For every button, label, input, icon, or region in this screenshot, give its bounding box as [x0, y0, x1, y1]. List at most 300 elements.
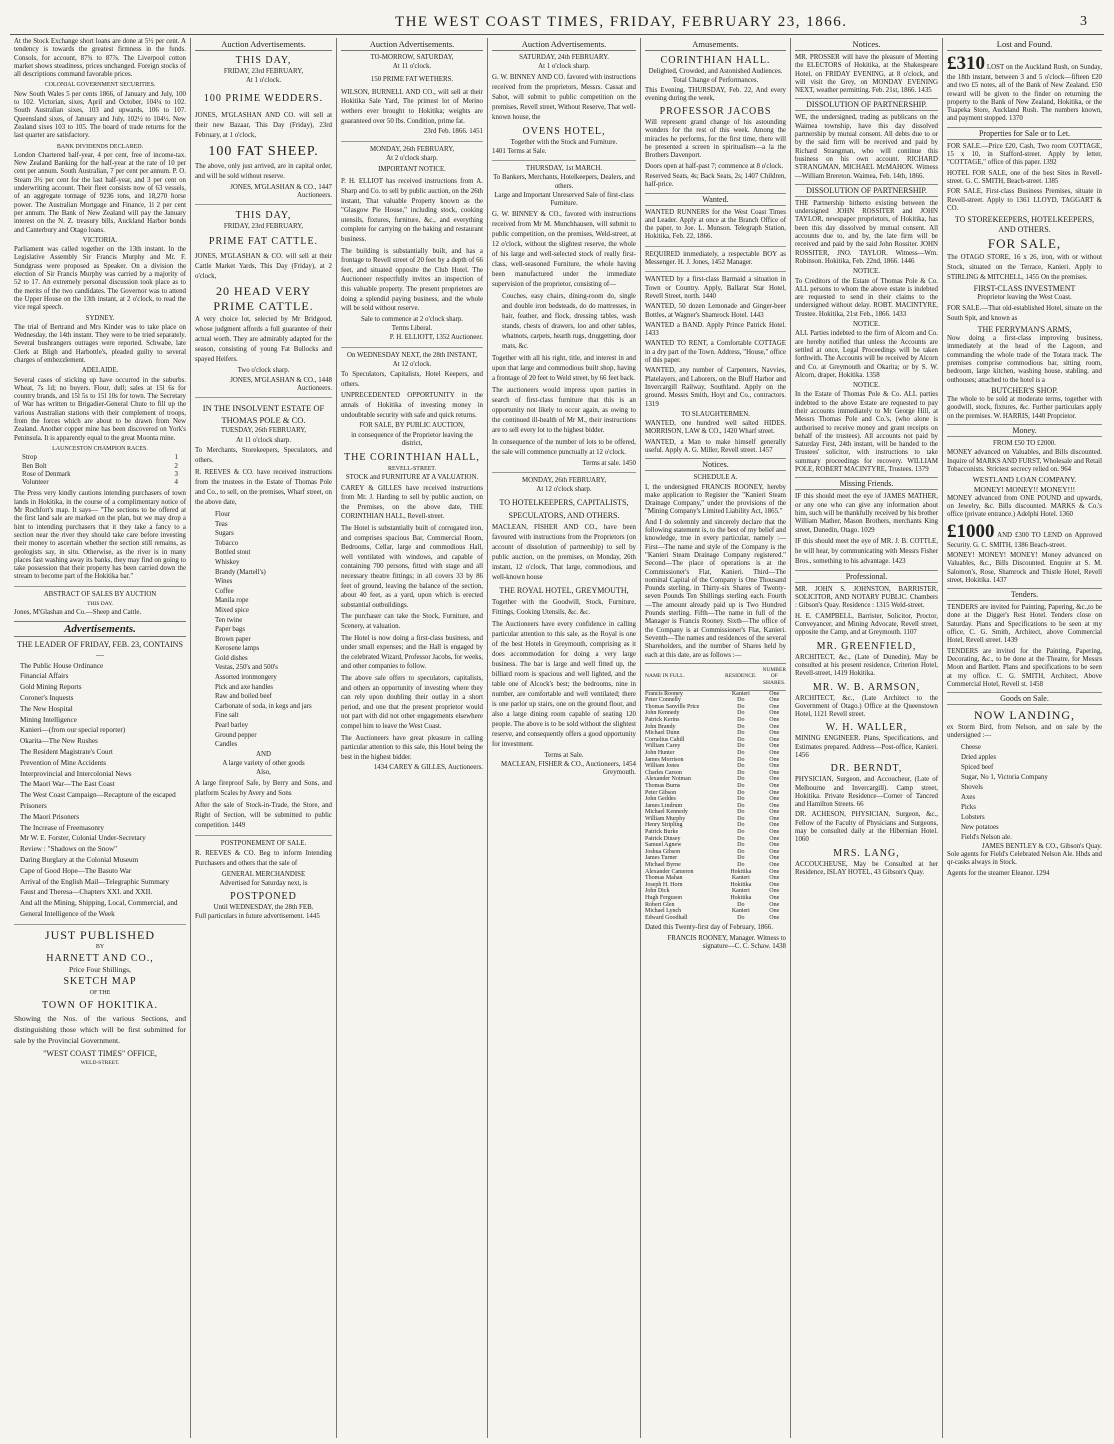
name-cell: Thomas Mahan	[645, 875, 683, 882]
goods-ad: ex Storm Bird, from Nelson, and on sale by the undersigned :—	[947, 724, 1102, 740]
subheading: COLONIAL GOVERNMENT SECURITIES.	[44, 82, 156, 89]
name-cell: Charles Carson	[645, 769, 682, 776]
name-cell: William Murphy	[645, 815, 686, 822]
table-header: RESIDENCE.	[719, 663, 762, 690]
advert-text: Full particulars in future advertisement. 1445	[195, 912, 320, 920]
table-row	[645, 882, 786, 889]
advert-text: To Merchants, Storekeepers, Speculators, and others.	[195, 446, 332, 464]
residence-cell: Do	[737, 829, 745, 836]
tender-ad: TENDERS are invited for Painting, Papering, &c.,to be done at the Digger's Rest Hotel. Tenders close on Saturday. Plans and Specifications to be seen at my office, C. G. Smith, Architect, above Commercial Hotel, Revell street. 1439	[947, 604, 1102, 645]
advert-text: JONES, M'GLASHAN AND CO. will sell at their new Bazaar, This Day (Friday), 23rd February, at 1 o'clock,	[195, 111, 332, 139]
money-heading: MONEY! MONEY!! MONEY!!!	[973, 484, 1076, 494]
notice-text: ALL Parties indebted to the firm of Alcorn and Co. are hereby notified that unless the Accounts are settled at once, Legal Proceedings will be taken forthwith. The Accounts will be received by Alcorn and Co. at Greymouth and Okarita; or by S. W. Alcorn, draper, Hokitika. 1358	[795, 330, 938, 379]
advert-signature: 1401 Terms at Sale.	[492, 147, 547, 155]
property-ad: HOTEL FOR SALE, one of the best Sites in Revell-street. G. C. SMITH, Beach-street. 1385	[947, 169, 1102, 185]
news-paragraph: New South Wales 5 per cents 1866, of January and July, 100 to 102. Victorian, sixes, April and October, 104¼ to 102. South Australian sixes, 103 and upwards, 106 to 107. Queensland sixes, of January and July, 102½ to 104½. New Zealand sixes 103 to 105. The board of trade returns for the last quarter are satisfactory.	[14, 90, 186, 140]
residence-cell: Do	[737, 809, 745, 816]
advert-text: GENERAL MERCHANDISE	[221, 871, 306, 878]
table-row	[645, 776, 786, 783]
list-item: Mining Intelligence	[20, 715, 77, 724]
advert-text: Reserved Seats, 4s; Back Seats, 2s; 1407 Children, half-price.	[645, 172, 786, 189]
advert-text: in consequence of the Proprietor leaving the district,	[351, 431, 473, 447]
residence-cell: Do	[737, 716, 745, 723]
sale-day: On WEDNESDAY NEXT, the 28th INSTANT,	[346, 351, 478, 359]
list-item: Brown paper	[215, 635, 251, 643]
list-item: Kanieri—(from our special reporter)	[20, 726, 126, 735]
notice-text: And I do solemnly and sincerely declare that the following statement is, to the best of my belief and knowledge, true in every particular, namely :— First—The name and style of the Company is the "Kanieri Steam Drainage Company registered." Second—The place of operations is at the Commissioner's Flat, Kanieri. Third—The nominal Capital of the Company is One Thousand Pounds sterling, in Thirty-six Shares of Twenty-seven Pounds Ten Shillings sterling each. Fourth—The amount already paid up is Two Hundred Pounds sterling. Fifth—The name in full of the Manager is Francis Rooney. Sixth—The office of the Company is at Commissioner's Flat, Kanieri. Seventh—The names and residences of the several Shareholders, and the number of Shares held by each at this date, are as follows :—	[645, 518, 786, 659]
sketch-description: Showing the Nos. of the various Sections, and distinguishing those which will be first submitted for sale by the Provincial Government.	[14, 1013, 186, 1045]
notice-text: MINING ENGINEER. Plans, Specifications, and Estimates prepared. Address—Post-office, Kanieri. 1456	[795, 735, 938, 759]
advert-signature: FRANCIS ROONEY, Manager. Witness to signature—C. C. Schaw. 1438	[667, 934, 786, 950]
wanted-ad: REQUIRED immediately, a respectable BOY as Messenger. H. J. Jones, 1452 Manager.	[645, 250, 786, 267]
residence-cell: Kanieri	[731, 888, 750, 895]
advert-text: Until WEDNESDAY, the 28th FEB.	[213, 903, 314, 911]
shares-cell: One	[769, 743, 780, 750]
name-cell: James Turner	[645, 855, 678, 862]
shares-cell: One	[769, 914, 780, 921]
wanted-ad: WANTED, 50 dozen Lemonade and Ginger-beer Bottles, at Wagner's Shamrock Hotel. 1443	[645, 303, 786, 319]
advert-text: The auctioneers would impress upon parties in search of first-class furniture that this is an opportunity not likely to occur again, as owing to the continued ill-health of Mr M., their instructions are to sell every lot to the highest bidder.	[492, 386, 636, 434]
table-row	[645, 763, 786, 770]
list-item: Coroner's Inquests	[20, 693, 74, 702]
notice-text: MR. JOHN S. JOHNSTON, BARRISTER, SOLICITOR, AND NOTARY PUBLIC. Chambers : Gibson's Quay. Residence : 1315 Weld-street.	[795, 585, 938, 610]
notice-text: I, the undersigned FRANCIS ROONEY, hereby make application to Register the "Kanieri Steam Drainage Company," under the provisions of the "Mining Company's Limited Liability Act, 1865."	[645, 483, 786, 516]
list-item: Spiced beef	[961, 763, 994, 771]
residence-cell: Do	[737, 769, 745, 776]
table-row	[645, 875, 786, 882]
table-row	[645, 757, 786, 764]
property-ad: Now doing a first-class improving business, immediately at the head of the Lagoon, and commanding the whole trade of the Totara track. The premises comprise commodious bar, sitting room, bedroom, large kitchen, washing house, stabling, and outhouses; attached to the hotel is a	[947, 335, 1102, 384]
news-paragraph: At the Stock Exchange short loans are done at 5½ per cent. A tendency is towards the greatest firmness in the funds. Consols, for account, 87¾ to 87⅞. The Liverpool cotton market shows steadiness, prices unchanged. Foreign stocks of all descriptions command favorable prices.	[14, 38, 186, 79]
sale-date: FRIDAY, 23rd FEBRUARY,	[223, 68, 304, 75]
name-cell: John Kennedy	[645, 710, 680, 717]
professional-name: W. H. WALLER,	[825, 722, 908, 734]
list-item: The Maori Prisoners	[20, 812, 80, 821]
property-ad: FOR SALE.—That old-established Hotel, situate on the South Spit, and known as	[947, 304, 1102, 322]
advert-text: R. REEVES & CO. Beg to inform Intending Purchasers and others that the sale of	[195, 850, 332, 867]
shares-cell: One	[769, 842, 780, 849]
hotel-title: OVENS HOTEL,	[522, 125, 606, 137]
notice-text: PHYSICIAN, Surgeon, and Accoucheur, (Late of Melbourne and Invercargill). Camp street, Hokitika. Private Residence—Corner of Tancred and Hamilton Streets. 66	[795, 776, 938, 809]
list-item: Ten twine	[215, 616, 243, 624]
subheading: LAUNCESTON CHAMPION RACES.	[52, 445, 148, 452]
race-row: Ben Bolt 2	[22, 462, 178, 470]
advert-signature: P. H. ELLIOTT, 1352 Auctioneer.	[389, 334, 483, 342]
residence-cell: Hokitika	[730, 881, 752, 888]
shares-cell: One	[769, 829, 780, 836]
sale-title: IMPORTANT NOTICE.	[378, 166, 446, 174]
list-item: Review : "Shadows on the Snow"	[20, 845, 118, 854]
notice-heading: NOTICE.	[853, 321, 880, 329]
sale-title: 150 PRIME FAT WETHERS.	[370, 75, 454, 83]
postponement-heading: POSTPONEMENT OF SALE.	[220, 839, 307, 847]
divider	[14, 586, 186, 587]
table-row	[645, 908, 786, 915]
list-item: Sugar, No 1, Victoria Company	[961, 773, 1048, 781]
advert-text: Large and Important Unreserved Sale of first-class Furniture.	[494, 192, 634, 208]
advert-text: Together with all his right, title, and interest in and upon that large and commodious built shop, having a frontage of 20 feet to Weld street, by 66 feet back.	[492, 354, 636, 382]
list-item: Financial Affairs	[20, 672, 69, 681]
list-item: Teas	[215, 520, 228, 528]
advert-signature: JAMES BENTLEY & CO., Gibson's Quay.	[982, 842, 1102, 850]
section-heading: Tenders.	[947, 588, 1102, 601]
shares-cell: One	[769, 835, 780, 842]
shares-cell: One	[769, 776, 780, 783]
hall-street: REVELL-STREET.	[387, 466, 437, 473]
list-item: Interprovincial and Intercolonial News	[20, 769, 132, 778]
advert-text: Also,	[256, 769, 271, 777]
advert-text: G. W. BINNEY & CO., favored with instructions received from Mr M. Munchhausen, will submit to public competition, on the premises, Weld-street, at 12 o'clock, without the slightest reserve, the whole of his large and well-selected stock of really first-class, well-seasoned Furniture, the whole having been manufactured under the immediate supervision of the proprietor, consisting of—	[492, 210, 636, 288]
advert-text: FOR SALE, BY PUBLIC AUCTION,	[359, 422, 465, 430]
money-ad: MONEY advanced on Valuables, and Bills discounted. Inquire of MARKS AND FURST, Wholesale and Retail Tobacconists. Strictest secrecy relied on. 964	[947, 449, 1102, 473]
race-row: Volunteer 4	[22, 479, 178, 487]
wanted-ad: WANTED a BAND. Apply Prince Patrick Hotel. 1433	[645, 321, 786, 338]
advert-text: Total Change of Performances.	[672, 77, 759, 85]
shares-cell: One	[769, 690, 780, 697]
shares-cell: One	[769, 710, 780, 717]
table-row	[645, 816, 786, 823]
list-item: Lobsters	[961, 813, 985, 821]
table-row	[645, 743, 786, 750]
professional-name: MRS. LANG,	[833, 847, 900, 859]
goods-ad: Sole agents for Field's Celebrated Nelson Ale. Hhds and qr-casks always in Stock.	[947, 851, 1102, 867]
shares-cell: One	[769, 802, 780, 809]
sale-time: At 12 o'clock sharp.	[536, 486, 592, 494]
advert-text: The above sale offers to speculators, capitalists, and others an opportunity of investing where they can rely upon doubling their outlay in a short period, and one that the present proprietor would not part with did not other engagements elsewhere compel him to leave the West Coast.	[341, 674, 483, 730]
name-cell: James Morrison	[645, 756, 684, 763]
shares-cell: One	[769, 862, 780, 869]
section-heading: DISSOLUTION OF PARTNERSHIP.	[795, 98, 938, 111]
list-item: Whiskey	[215, 558, 240, 566]
residence-cell: Do	[737, 802, 745, 809]
name-cell: John Hunter	[645, 749, 675, 756]
divider	[195, 835, 332, 836]
list-item: Kerosene lamps	[215, 645, 260, 653]
just-published: JUST PUBLISHED	[44, 927, 156, 942]
news-paragraph: The trial of Bertrand and Mrs Kinder was to take place on Wednesday, the 14th instant. They were to be tried separately. Several bushrangers outrages were reported. Schwabe, late Clerk at Bligh and Harbottle's, pleaded guilty to several charges of embezzlement.	[14, 323, 186, 364]
list-item: And all the Mining, Shipping, Local, Commercial, and General Intelligence of the Week	[20, 899, 178, 918]
list-item: Dried apples	[961, 753, 997, 761]
notice-text: IF this should meet the eye of JAMES MATHER, or any one who can give any information about him, such will be thankfully received by his brother William Mather, Mason Brothers, merchants King street, Dunedin, Otago. 1029	[795, 493, 938, 534]
money-heading: WESTLAND LOAN COMPANY.	[972, 475, 1077, 485]
list-item: Carbonate of soda, in kegs and jars	[215, 702, 312, 710]
residence-cell: Do	[737, 730, 745, 737]
list-item: Pearl barley	[215, 722, 249, 730]
name-cell: Patrick Kerins	[645, 716, 680, 723]
professional-name: MR. W. B. ARMSON,	[812, 681, 921, 693]
list-item: Prevention of Mine Accidents	[20, 758, 107, 767]
residence-cell: Do	[737, 697, 745, 704]
sale-title: 20 HEAD VERY PRIME CATTLE.	[213, 284, 314, 314]
money-heading: FROM £50 TO £2000.	[993, 440, 1056, 448]
name-cell: Joseph H. Horn	[645, 881, 683, 888]
list-item: Raw and boiled beef	[215, 693, 272, 701]
advert-signature: MACLEAN, FISHER & CO., Auctioneers, 1454 Greymouth.	[501, 760, 636, 777]
wanted-ad: WANTED TO RENT, a Comfortable COTTAGE in a dry part of the Town. Address, "House," office of this paper.	[645, 340, 786, 365]
list-item: Candles	[215, 741, 238, 749]
shares-cell: One	[769, 881, 780, 888]
advert-text: To Speculators, Capitalists, Hotel Keepers, and others.	[341, 371, 483, 388]
list-item: Mixed spice	[215, 606, 249, 614]
sale-day: MONDAY, 26th FEBRUARY,	[521, 476, 607, 484]
professional-name: MR. GREENFIELD,	[816, 640, 917, 652]
office-street: WELD-STREET.	[80, 1059, 120, 1066]
postponed-label: POSTPONED	[230, 890, 297, 902]
list-item: Gold Mining Reports	[20, 683, 82, 692]
list-item: Ground pepper	[215, 731, 257, 739]
town-title: TOWN OF HOKITIKA.	[42, 999, 158, 1011]
list-item: Fine salt	[215, 712, 239, 720]
residence-cell: Do	[737, 703, 745, 710]
table-row	[645, 790, 786, 797]
subheading: SYDNEY.	[85, 314, 115, 322]
table-row	[645, 809, 786, 816]
column-heading: Auction Advertisements.	[492, 38, 636, 51]
sale-time: At 12 o'clock.	[392, 360, 432, 368]
shares-cell: One	[769, 703, 780, 710]
column-heading: Lost and Found.	[947, 38, 1102, 51]
list-item: The Resident Magistrate's Court	[20, 747, 113, 756]
page-number: 3	[1080, 14, 1087, 29]
subheading: THIS DAY.	[87, 601, 113, 607]
hotel-title: THE FERRYMAN'S ARMS,	[977, 324, 1072, 334]
shares-cell: One	[769, 716, 780, 723]
shares-cell: One	[769, 789, 780, 796]
table-header: NUMBER OF SHARES.	[762, 663, 786, 690]
shares-cell: One	[769, 815, 780, 822]
shares-cell: One	[769, 723, 780, 730]
sale-day: THIS DAY,	[235, 210, 292, 222]
residence-cell: Do	[737, 796, 745, 803]
residence-cell: Do	[737, 782, 745, 789]
for-sale-label: FOR SALE,	[987, 236, 1062, 252]
list-item: Arrival of the English Mail—Telegraphic Summary	[20, 877, 169, 886]
residence-cell: Do	[737, 914, 745, 921]
advert-text: The building is substantially built, and has a frontage to Revell street of 20 feet by a depth of 66 feet, and situated opposite the Club Hotel. The Auctioneer respectfully invites an inspection of this valuable property. The present proprietors are doing a splendid paying business, and the whole will be sold without reserve.	[341, 247, 483, 313]
sale-time: At 2 o'clock sharp.	[386, 154, 438, 162]
schedule-heading: SCHEDULE A.	[693, 474, 738, 482]
list-item: Bottled stout	[215, 549, 251, 557]
name-cell: Patrick Burke	[645, 829, 679, 836]
advert-text: A large fireproof Safe, by Berry and Sons, and platform Scales by Avery and Sons	[195, 779, 332, 797]
news-paragraph: Parliament was called together on the 13th instant. In the Legislative Assembly Sir Francis Murphy and Mr. F. Sundgrass were proposed as Speaker. On a division the election of Sir Francis Murphy was carried by a majority of 52 to 17. An extremely personal discussion took place as to the merits of the two candidates. The Governor was to attend the Upper House on the 13th instant, at 2 o'clock, to read the vice regal speech.	[14, 246, 186, 312]
column-auctions-1	[190, 38, 336, 1438]
money-ad	[947, 522, 1102, 550]
money-ad: MONEY! MONEY! MONEY! Money advanced on Valuables, &c., Bills Discounted. Enquire at S. M. Salomon's, Rose, Shamrock and Thistle Hotel, Revell street, Hokitika. 1437	[947, 551, 1102, 584]
residence-cell: Do	[737, 842, 745, 849]
sketch-map-title: SKETCH MAP	[63, 976, 137, 988]
divider	[341, 141, 483, 142]
column-heading: Notices.	[795, 38, 938, 51]
shares-cell: One	[769, 782, 780, 789]
table-header: NAME IN FULL.	[645, 663, 719, 690]
residence-cell: Hokitika	[730, 895, 752, 901]
advert-text: Advertised for Saturday next, is	[219, 880, 308, 888]
shares-cell: One	[769, 868, 780, 875]
divider	[14, 924, 186, 925]
advert-text: JONES, M'GLASHAN & CO. will sell at their Cattle Market Yards, This Day (Friday), at 2 o'clock,	[195, 253, 332, 281]
list-item: The Increase of Freemasonry	[20, 823, 105, 832]
table-row	[645, 697, 786, 704]
residence-cell: Do	[737, 862, 745, 869]
sale-day: SATURDAY, 24th FEBRUARY.	[519, 54, 609, 61]
sale-title: 100 FAT SHEEP.	[208, 143, 319, 159]
table-row	[645, 855, 786, 862]
section-heading: Goods on Sale.	[947, 692, 1102, 705]
advert-signature: 1434 CAREY & GILLES, Auctioneers.	[373, 764, 483, 772]
notice-text: ACCOUCHEUSE, May be Consulted at her Residence, ISLAY HOTEL, 43 Gibson's Quay.	[795, 860, 938, 876]
advert-signature: Terms at sale. 1450	[582, 459, 636, 467]
property-heading: FIRST-CLASS INVESTMENT	[973, 284, 1076, 294]
list-item: Flour	[215, 510, 230, 518]
notice-text: DR. ACHESON, PHYSICIAN, Surgeon, &c., Fellow of the Faculty of Physicians and Surgeons, may be consulted daily at the Hibernian Hotel. 1060	[795, 811, 938, 844]
name-cell: Alexander Notman	[645, 776, 691, 783]
advert-text: The above, only just arrived, are in capital order, and will be sold without reserve.	[195, 162, 332, 180]
shares-cell: One	[769, 796, 780, 803]
name-cell: John Geddes	[645, 796, 676, 803]
column-notices	[790, 38, 942, 1438]
advert-text: Doors open at half-past 7; commence at 8 o'clock.	[645, 162, 784, 170]
sale-time: At 1 o'clock sharp.	[538, 63, 590, 71]
table-row	[645, 822, 786, 829]
notice-text: WE, the undersigned, trading as publicans on the Waimea township, have this day dissolved partnership by mutual consent. All debts due to or by the said firm will be received and paid by Richard Strangman, who will continue this business on his own account. RICHARD STRANGMAN, MICHAEL McMAHON. Witness—William Brereton. Waimea, Feb. 14th, 1866.	[795, 114, 938, 180]
residence-cell: Do	[737, 749, 745, 756]
shares-cell: One	[769, 697, 780, 704]
hall-title: CORINTHIAN HALL.	[660, 55, 771, 66]
table-row	[645, 690, 786, 697]
advert-text: WILSON, BURNELL AND CO., will sell at their Hokitika Sale Yard, The primest lot of Merino wethers ever brought to Hokitika; weights are guaranteed over 50 lbs. Condition, prime fat.	[341, 88, 483, 125]
list-item: Pick and axe handles	[215, 683, 273, 691]
wanted-ad: WANTED, a Man to make himself generally useful. Apply A. G. Miller, Revell street. 1457	[645, 438, 786, 454]
column-heading: Auction Advertisements.	[195, 38, 332, 51]
list-item: Okarita—The New Rushes	[20, 737, 98, 746]
name-cell: Thomas Sanville Price	[645, 703, 700, 710]
residence-cell: Do	[737, 901, 745, 908]
property-ad: FOR SALE.—Price £20, Cash, Two room COTTAGE, 15 x 10, in Stafford-street. Apply by letter, "COTTAGE," office of this paper. 1392	[947, 142, 1102, 167]
notice-heading: NOTICE.	[853, 268, 880, 276]
advert-text: STOCK and FURNITURE AT A VALUATION.	[345, 474, 479, 482]
residence-cell: Kanieri	[731, 690, 750, 697]
wanted-ad: WANTED, any number of Carpenters, Navvies, Platelayers, and Laborers, on the Bluff Harbor and Invercargill Railway, Southland. Apply on the ground. Messrs Smith, Hoyt and Co., contractors. 1319	[645, 367, 786, 408]
residence-cell: Do	[737, 710, 745, 717]
name-cell: Michael Kennedy	[645, 809, 688, 816]
list-item: The West Coast Campaign—Recapture of the escaped Prisoners	[20, 791, 176, 810]
shares-cell: One	[769, 730, 780, 737]
section-heading: DISSOLUTION OF PARTNERSHIP.	[795, 184, 938, 197]
name-cell: Peter Gibson	[645, 789, 677, 796]
column-amusements	[640, 38, 790, 1438]
table-row	[645, 783, 786, 790]
notice-text: THE Partnership hitherto existing between the undersigned JOHN ROSSITER and JOHN TAYLOR, newspaper proprietors, of Hokitika, has been this day dissolved by mutual consent. All accounts due to, and by, the late firm will be received and paid by the said John Rossiter. JOHN ROSSITER, JNO. TAYLOR. Witness—Wm. Robinson. Hokitika, Feb. 22nd, 1866. 1446	[795, 199, 938, 265]
divider	[645, 271, 786, 272]
property-heading: TO STOREKEEPERS, HOTELKEEPERS, AND OTHERS.	[954, 215, 1095, 235]
advert-text: The Auctioneers have great pleasure in calling particular attention to this sale, this Hotel being the best in the highest bidder.	[341, 734, 483, 761]
shares-cell: One	[769, 855, 780, 862]
residence-cell: Do	[737, 815, 745, 822]
table-row	[645, 849, 786, 856]
shares-cell: One	[769, 908, 780, 915]
divider	[195, 397, 332, 398]
property-subheading: Proprietor leaving the West Coast.	[977, 294, 1072, 302]
sale-time: At 11 o'clock.	[392, 63, 432, 71]
notice-text: Dated this Twenty-first day of February, 1866.	[645, 924, 773, 932]
subheading: ADELAIDE.	[81, 367, 119, 375]
advert-text: Will represent grand change of his astounding wonders for the rest of this week. Among the miracles he performs, for the first time, there will be presented a screen in spiritualism—a la the Brothers Davenport.	[645, 119, 786, 160]
table-row	[645, 730, 786, 737]
list-item: Axes	[961, 793, 976, 801]
advert-text: Sale to commence at 2 o'clock sharp.	[360, 315, 464, 323]
property-ad: The whole to be sold at moderate terms, together with goodwill, stock, fixtures, &c. Further particulars apply on the premises. W. HARRIS, 1440 Proprietor.	[947, 396, 1102, 420]
name-cell: John Dick	[645, 888, 670, 895]
notice-text: H. E. CAMPBELL, Barrister, Solicitor, Proctor, Conveyancer, and Mining Advocate, Revell street, opposite the Camp, and at Greymouth. 1107	[795, 612, 938, 637]
table-body	[645, 690, 786, 921]
column-news	[10, 38, 190, 1438]
name-cell: Cornelius Cahill	[645, 736, 685, 743]
leader-contents	[14, 661, 186, 920]
name-cell: William Jones	[645, 763, 680, 770]
notice-text: IF this should meet the eye of MR. J. B. COTTLE, he will hear, by communicating with Messrs Fisher Bros., something to his advantage. 1423	[795, 537, 938, 565]
divider	[492, 472, 636, 473]
news-paragraph: Several cases of sticking up have occurred in the suburbs. Wheat, 7s 1d; no buyers. Flour, dull; sales at 15l 6s for country brands, and 15l 5s to 15l 10s for town. The Secretary of War has written to Brigadier-General Chute to fill up the various Australian stations with their complement of troops, from the forces which are about to be drawn from New Zealand. Another copper mine has been discovered on York's Peninsula. It is apparently equal to the great Moonta mine.	[14, 376, 186, 442]
table-row	[645, 737, 786, 744]
divider	[492, 160, 636, 161]
list-item: Cape of Good Hope—The Basuto War	[20, 866, 132, 875]
table-row	[645, 770, 786, 777]
now-landing: NOW LANDING,	[973, 708, 1076, 723]
advert-text: The Hotel is substantially built of corrugated iron, and comprises spacious Bar, Commercial Room, Bedrooms, Cellar, large and commodious Hall, well ventilated with windows, and capable of containing 700 persons, fitted with stage and all necessary theatre fittings; in all covers 33 by 86 feet of ground, leaving the balance of the section, about 40 feet, as a yard, upon which is erected substantial outbuildings.	[341, 525, 483, 609]
name-cell: Samuel Agnew	[645, 842, 682, 849]
advert-text: A large variety of other goods	[222, 760, 305, 768]
newspaper-title: THE WEST COAST TIMES, FRIDAY, FEBRUARY 23, 1866.	[395, 14, 848, 30]
list-item: Mr W. E. Forster, Colonial Under-Secretary	[20, 834, 146, 843]
race-row: Strop 1	[22, 454, 178, 462]
name-cell: Robert Glen	[645, 901, 675, 908]
column-auctions-3	[487, 38, 640, 1438]
table-row	[645, 915, 786, 922]
office-name: "WEST COAST TIMES" OFFICE,	[43, 1048, 157, 1058]
advert-text: To Bankers, Merchants, Hotelkeepers, Dealers, and others.	[493, 174, 635, 190]
wanted-ad: WANTED by a first-class Barmaid a situation in Town or Country. Apply, Ballarat Star Hotel, Revell Street, north. 1440	[645, 276, 786, 300]
advert-text: MACLEAN, FISHER AND CO., have been favoured with instructions from the Proprietors (on account of dissolution of partnership) to sell by public auction, on the premises, on Monday, 26th instant, 12 o'clock, That large, commodious, and well-known house	[492, 523, 636, 581]
table-row	[645, 829, 786, 836]
column-auctions-2	[336, 38, 487, 1438]
section-heading: Wanted.	[645, 193, 786, 206]
hotel-title: THE ROYAL HOTEL, GREYMOUTH,	[499, 585, 629, 595]
column-lost-found	[942, 38, 1106, 1438]
masthead-rule	[10, 34, 1104, 35]
list-item: The Maori War—The East Coast	[20, 780, 115, 789]
advert-text: AND	[256, 750, 271, 758]
advert-text: Terms at Sale.	[544, 751, 584, 759]
lost-ad	[947, 54, 1102, 124]
shares-cell: One	[769, 749, 780, 756]
sale-day: THURSDAY, 1st MARCH.	[525, 165, 603, 173]
subheading: BANK DIVIDENDS DECLARED.	[56, 143, 144, 150]
list-item: Sugars	[215, 530, 234, 538]
publisher-name: HARNETT AND CO.,	[46, 953, 154, 965]
list-item: Wines	[215, 578, 233, 586]
name-cell: William Carey	[645, 743, 681, 750]
news-paragraph: The Press very kindly cautions intending purchasers of town lands in Hokitika, in the course of a complimentary notice of Mr Rochfort's map. It says— "The sections to be offered at the first land sale are marked on the plan, but we may drop a hint to intending purchasers that it they take a fancy to a section near the river they should take care before investing their money to ascertain whether the section still remains, as geologists say, in situ. Otherwise, as the river is in many places fast washing away its banks, they may find on going to take possession that their property has been carried down the stream to become part of the Hokitika bar."	[14, 490, 186, 581]
advert-text: G. W. BINNEY AND CO. favored with instructions received from the proprietors, Messrs. Cassat and Sabot, will submit to public competition on the premises, Revell street, Without Reserve, That well-known house, the	[492, 73, 636, 121]
advert-text: R. REEVES & CO. have received instructions from the trustees in the Estate of Thomas Pole and Co., to sell, on the premises, Wharf street, on the above date,	[195, 468, 332, 506]
divider	[341, 347, 483, 348]
table-row	[645, 803, 786, 810]
advert-text: Terms Liberal.	[391, 325, 433, 333]
advert-signature: 23rd Feb. 1866. 1451	[423, 128, 483, 136]
list-item: Assorted ironmongery	[215, 674, 277, 682]
list-item: The Public House Ordinance	[20, 661, 104, 670]
